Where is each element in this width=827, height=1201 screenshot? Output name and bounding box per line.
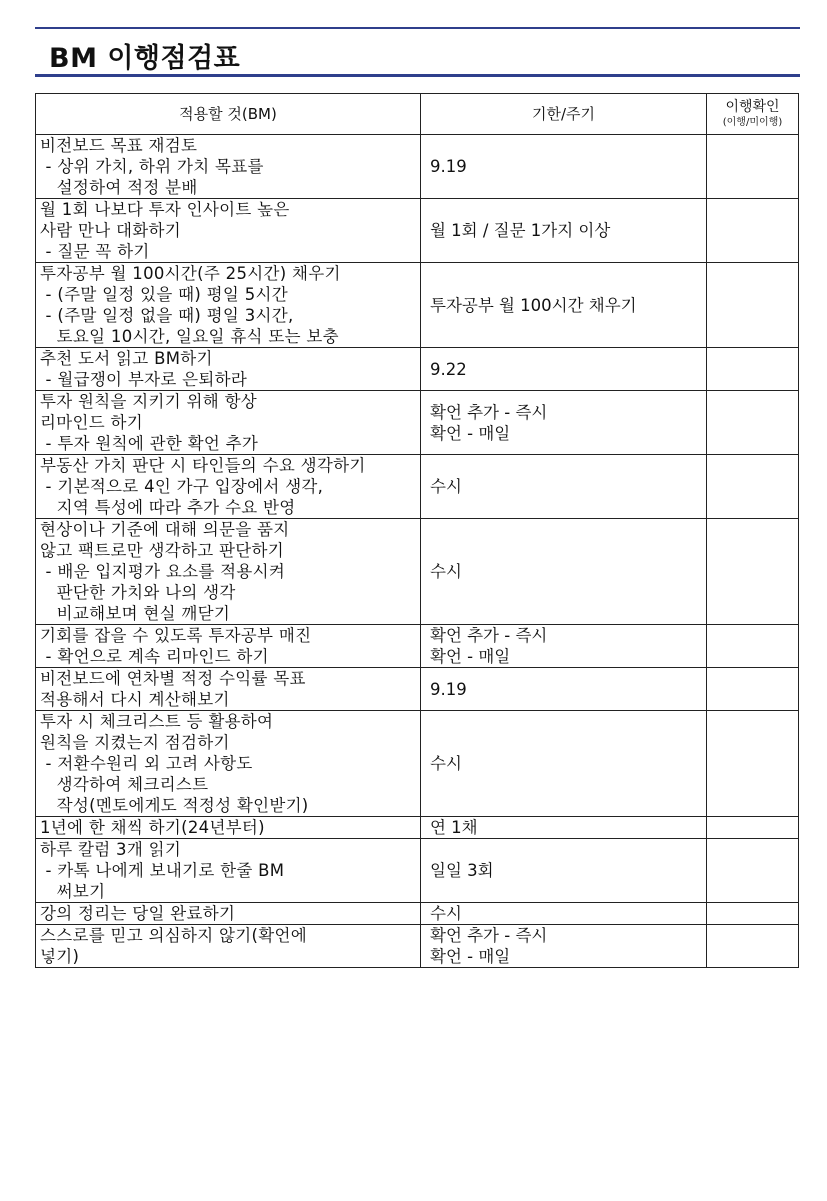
due-cell: 수시 [421,711,707,817]
task-cell: 강의 정리는 당일 완료하기 [36,903,421,925]
due-cell: 수시 [421,519,707,625]
check-cell[interactable] [707,711,799,817]
header-check-sub: (이행/미이행) [722,117,783,128]
check-cell[interactable] [707,817,799,839]
task-cell: 추천 도서 읽고 BM하기 - 월급쟁이 부자로 은퇴하라 [36,348,421,391]
check-cell[interactable] [707,903,799,925]
task-cell: 하루 칼럼 3개 읽기 - 카톡 나에게 보내기로 한줄 BM 써보기 [36,839,421,903]
header-check [707,94,799,135]
table-header-row [36,94,799,135]
task-cell: 비전보드에 연차별 적정 수익률 목표 적용해서 다시 계산해보기 [36,668,421,711]
check-cell[interactable] [707,199,799,263]
title-rule-top [35,27,800,29]
task-cell: 스스로를 믿고 의심하지 않기(확언에 넣기) [36,925,421,968]
check-cell[interactable] [707,519,799,625]
due-cell: 월 1회 / 질문 1가지 이상 [421,199,707,263]
due-cell: 확언 추가 - 즉시 확언 - 매일 [421,925,707,968]
table-row [36,519,799,625]
check-cell[interactable] [707,839,799,903]
task-cell: 1년에 한 채씩 하기(24년부터) [36,817,421,839]
task-cell: 현상이나 기준에 대해 의문을 품지 않고 팩트로만 생각하고 판단하기 - 배운 입지평가 요소를 적용시켜 판단한 가치와 나의 생각 비교해보며 현실 깨닫기 [36,519,421,625]
due-cell: 9.19 [421,668,707,711]
check-cell[interactable] [707,925,799,968]
header-due: 기한/주기 [421,94,707,135]
due-cell: 9.19 [421,135,707,199]
header-task: 적용할 것(BM) [36,94,421,135]
task-cell: 월 1회 나보다 투자 인사이트 높은 사람 만나 대화하기 - 질문 꼭 하기 [36,199,421,263]
task-cell: 투자공부 월 100시간(주 25시간) 채우기 - (주말 일정 있을 때) 평일 5시간 - (주말 일정 없을 때) 평일 3시간, 토요일 10시간, 일요일 휴식 또는 보충 [36,263,421,348]
bm-checklist-table [35,93,799,968]
due-cell: 확언 추가 - 즉시 확언 - 매일 [421,391,707,455]
table-row [36,348,799,391]
due-cell: 확언 추가 - 즉시 확언 - 매일 [421,625,707,668]
table-row [36,199,799,263]
due-cell: 수시 [421,455,707,519]
check-cell[interactable] [707,391,799,455]
check-cell[interactable] [707,625,799,668]
table-row [36,135,799,199]
check-cell[interactable] [707,135,799,199]
due-cell: 투자공부 월 100시간 채우기 [421,263,707,348]
table-row [36,925,799,968]
due-cell: 연 1채 [421,817,707,839]
task-cell: 비전보드 목표 재검토 - 상위 가치, 하위 가치 목표를 설정하여 적정 분배 [36,135,421,199]
task-cell: 기회를 잡을 수 있도록 투자공부 매진 - 확언으로 계속 리마인드 하기 [36,625,421,668]
task-cell: 투자 시 체크리스트 등 활용하여 원칙을 지켰는지 점검하기 - 저환수원리 외 고려 사항도 생각하여 체크리스트 작성(멘토에게도 적정성 확인받기) [36,711,421,817]
due-cell: 수시 [421,903,707,925]
task-cell: 부동산 가치 판단 시 타인들의 수요 생각하기 - 기본적으로 4인 가구 입장에서 생각, 지역 특성에 따라 추가 수요 반영 [36,455,421,519]
page-title: BM 이행점검표 [49,43,241,74]
title-bar [35,27,800,79]
check-cell[interactable] [707,668,799,711]
table-row [36,668,799,711]
check-cell[interactable] [707,455,799,519]
table-row [36,903,799,925]
check-cell[interactable] [707,348,799,391]
due-cell: 일일 3회 [421,839,707,903]
check-cell[interactable] [707,263,799,348]
table-row [36,455,799,519]
task-cell: 투자 원칙을 지키기 위해 항상 리마인드 하기 - 투자 원칙에 관한 확언 추가 [36,391,421,455]
table-row [36,839,799,903]
table-row [36,625,799,668]
table-row [36,711,799,817]
title-rule-bottom [35,74,800,77]
header-check-main: 이행확인 [725,99,780,115]
due-cell: 9.22 [421,348,707,391]
table-row [36,817,799,839]
table-row [36,391,799,455]
table-row [36,263,799,348]
